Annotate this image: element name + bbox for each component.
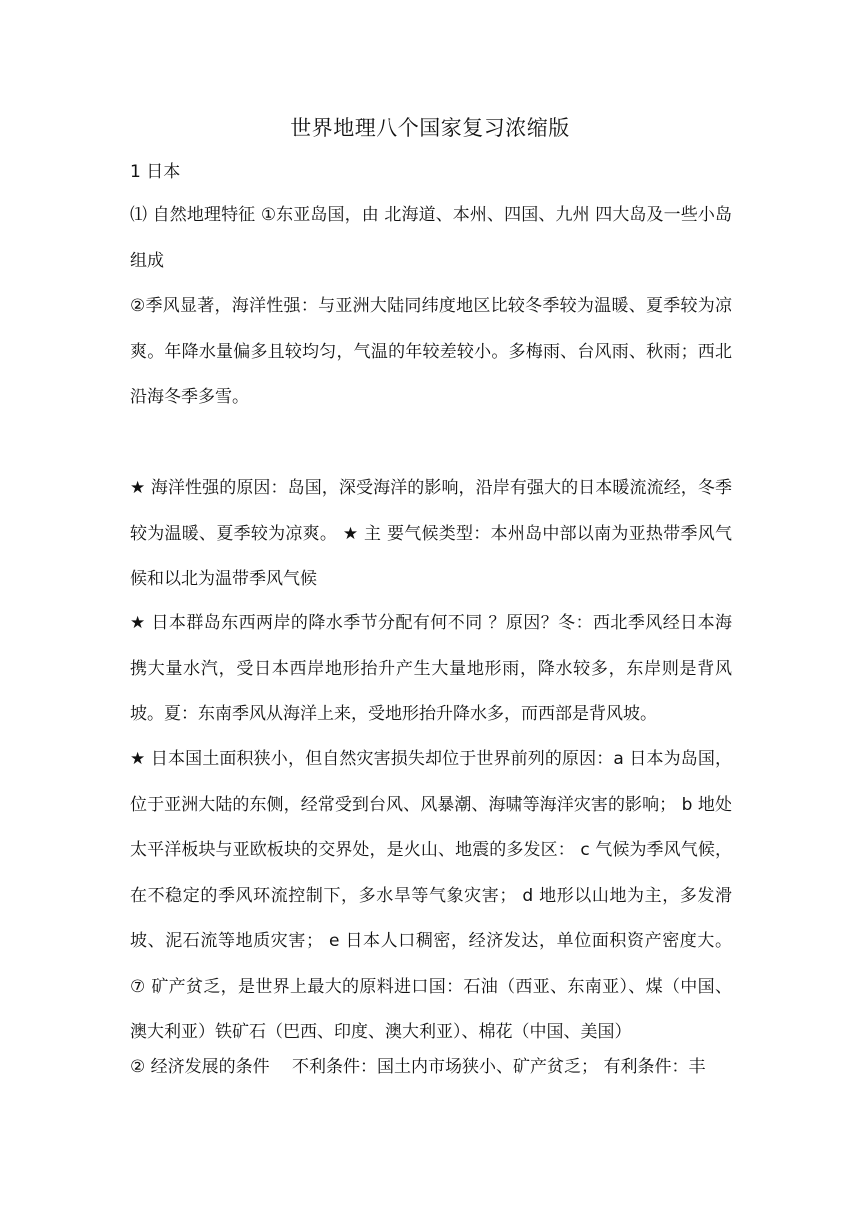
- paragraph-1: ⑴ 自然地理特征 ①东亚岛国，由 北海道、本州、四国、九州 四大岛及一些小岛组成: [130, 205, 732, 271]
- paragraph-3: ★ 海洋性强的原因：岛国，深受海洋的影响，沿岸有强大的日本暖流流经，冬季较为温暖、夏季较为凉爽。 ★ 主 要气候类型：本州岛中部以南为亚热带季风气候和以北为温带季风气候: [130, 478, 732, 589]
- document-title: 世界地理八个国家复习浓缩版: [290, 116, 570, 140]
- paragraph-2: ②季风显著，海洋性强：与亚洲大陆同纬度地区比较冬季较为温暖、夏季较为凉爽。年降水量偏多且较均匀，气温的年较差较小。多梅雨、台风雨、秋雨；西北沿海冬季多雪。: [130, 296, 732, 407]
- paragraph-5: ★ 日本国土面积狭小，但自然灾害损失却位于世界前列的原因：a 日本为岛国，位于亚洲大陆的东侧，经常受到台风、风暴潮、海啸等海洋灾害的影响； b 地处太平洋板块与亚欧板块的交界处，是火山、地震的多发区： c 气候为季风气候，在不稳定的季风环流控制下，多水旱等气象灾害； d 地形以山地为主，多发滑坡、泥石流等地质灾害； e 日本人口稠密，经济发达，单位面积资产密度大。 ⑦ 矿产贫乏，是世界上最大的原料进口国：石油（西亚、东南亚）、煤（中国、澳大利亚）铁矿石（巴西、印度、澳大利亚）、棉花（中国、美国）: [130, 749, 732, 1042]
- paragraph-6: ② 经济发展的条件 不利条件：国土内市场狭小、矿产贫乏； 有利条件：丰: [130, 1057, 706, 1077]
- paragraph-4: ★ 日本群岛东西两岸的降水季节分配有何不同 ？原因？冬：西北季风经日本海携大量水汽，受日本西岸地形抬升产生大量地形雨，降水较多，东岸则是背风坡。夏：东南季风从海洋上来，受地形抬升降水多，而西部是背风坡。: [130, 613, 732, 724]
- section-heading: 1 日本: [130, 162, 181, 182]
